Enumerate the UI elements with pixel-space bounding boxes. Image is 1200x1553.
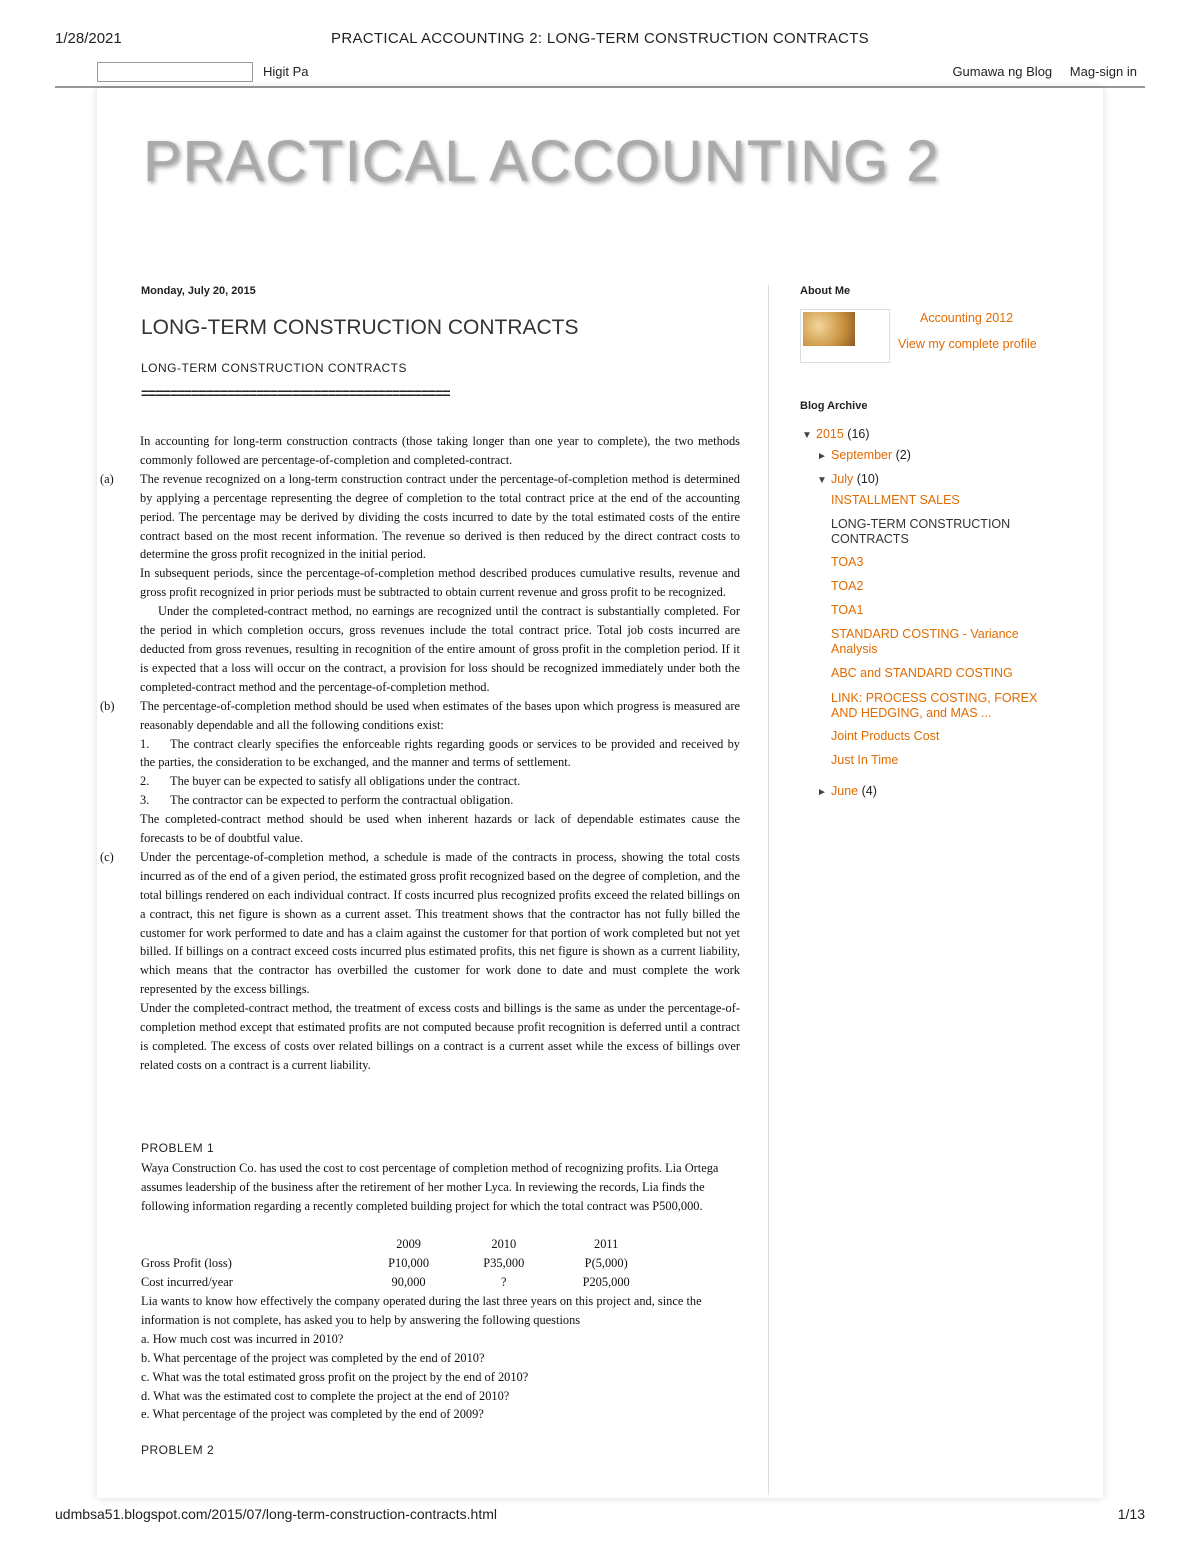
archive-month-june[interactable]: ► June (4) <box>817 784 877 798</box>
blog-title[interactable]: PRACTICAL ACCOUNTING 2 <box>143 129 940 194</box>
section-c <box>100 848 740 1075</box>
profile-name-link[interactable]: Accounting 2012 <box>920 311 1014 325</box>
problem1-heading: PROBLEM 1 <box>141 1141 215 1155</box>
problem1-text2: Lia wants to know how effectively the company operated during the last three years on this project and, since the information is not complete, has asked you to help by answering the following questions a. How much cost was incurred in 2010? b. What percentage of the project was completed by the end of 2010? c. What was the total estimated gross profit on the project by the end of 2010? d. What was the estimated cost to complete the project at the end of 2010? e. What percentage of the project was completed by the end of 2009? <box>141 1292 731 1424</box>
more-link[interactable]: Higit Pa <box>263 64 309 79</box>
archive-post-link[interactable]: TOA1 <box>831 603 864 617</box>
print-date: 1/28/2021 <box>55 30 122 47</box>
problem2-heading: PROBLEM 2 <box>141 1443 215 1457</box>
question: b. What percentage of the project was completed by the end of 2010? <box>141 1350 485 1365</box>
table-row: Gross Profit (loss) P10,000 P35,000 P(5,000) <box>141 1254 661 1273</box>
section-c-text2: Under the completed-contract method, the treatment of excess costs and billings is the same as under the percentage-of-completion method except that estimated profits are not computed because profit recognition is deferred until a contract is completed. The excess of costs over related billings on a contract is a current asset while the excess of billings over related costs on a contract is a current liability. <box>140 1001 740 1072</box>
triangle-right-icon[interactable]: ► <box>817 787 827 798</box>
post-body <box>100 432 740 1075</box>
condition-item: 1. The contract clearly specifies the enforceable rights regarding goods or services to be provided and received by the parties, the consideration to be exchanged, and the manner and terms of settlement. <box>140 736 740 770</box>
question: c. What was the total estimated gross profit on the project by the end of 2010? <box>141 1369 529 1384</box>
archive-post-link[interactable]: LINK: PROCESS COSTING, FOREX AND HEDGING, and MAS ... <box>831 691 1038 720</box>
view-profile-link[interactable]: View my complete profile <box>898 337 1037 351</box>
triangle-down-icon[interactable]: ▼ <box>817 475 827 486</box>
table-row: Cost incurred/year 90,000 ? P205,000 <box>141 1273 661 1292</box>
archive-post-link[interactable]: INSTALLMENT SALES <box>831 493 960 507</box>
archive-post-link[interactable]: LONG-TERM CONSTRUCTION CONTRACTS <box>831 517 1011 546</box>
section-a-text3: Under the completed-contract method, no earnings are recognized until the contract is substantially completed. For the period in which completion occurs, gross revenues include the total contract price. Total job costs incurred are deducted from gross revenues, resulting in recognition of the entire amount of gross profit in the completion period. If it is expected that a loss will occur on the contract, a provision for loss should be recognized immediately under both the completed-contract method and the percentage-of-completion method. <box>140 604 740 694</box>
archive-post-link[interactable]: TOA3 <box>831 555 864 569</box>
problem1-text: Waya Construction Co. has used the cost to cost percentage of completion method of recognizing profits. Lia Ortega assumes leadership of the business after the retirement of her mother Lyca. In reviewing the records, Lia finds the following information regarding a recently completed building project for which the total contract was P500,000. <box>141 1161 719 1213</box>
post-title[interactable]: LONG-TERM CONSTRUCTION CONTRACTS <box>141 316 579 339</box>
year-header: 2009 <box>396 1236 421 1251</box>
section-a <box>100 470 740 697</box>
archive-month-july[interactable]: ▼ July (10) <box>817 472 879 486</box>
search-input[interactable] <box>97 62 253 82</box>
condition-item: 3. The contractor can be expected to perform the contractual obligation. <box>140 793 514 808</box>
archive-post-link[interactable]: Just In Time <box>831 753 899 767</box>
triangle-down-icon[interactable]: ▼ <box>802 430 812 441</box>
archive-post-link[interactable]: Joint Products Cost <box>831 729 940 743</box>
post-rule: =========================================== <box>141 385 450 401</box>
post-date: Monday, July 20, 2015 <box>141 285 256 297</box>
archive-year-2015[interactable]: ▼ 2015 (16) <box>802 427 870 441</box>
year-header: 2011 <box>594 1236 619 1251</box>
post-subtitle: LONG-TERM CONSTRUCTION CONTRACTS <box>141 361 407 375</box>
condition-item: 2. The buyer can be expected to satisfy all obligations under the contract. <box>140 774 521 789</box>
section-b <box>100 697 740 735</box>
sidebar <box>800 285 1060 798</box>
section-b-label: (b) <box>100 698 115 713</box>
archive-month-september[interactable]: ► September (2) <box>817 448 911 462</box>
intro-paragraph: In accounting for long-term construction contracts (those taking longer than one year to complete), the two methods commonly followed are percentage-of-completion and completed-contract. <box>140 434 740 467</box>
archive-post-link[interactable]: ABC and STANDARD COSTING <box>831 666 1013 680</box>
avatar[interactable] <box>803 312 855 346</box>
section-a-text2: In subsequent periods, since the percentage-of-completion method described produces cumulative results, revenue and gross profit recognized in prior periods must be subtracted to obtain current revenue and gross profit to be recognized. <box>140 566 740 600</box>
row-label: Gross Profit (loss) <box>141 1255 232 1270</box>
blogger-navbar <box>55 60 1145 88</box>
print-title: PRACTICAL ACCOUNTING 2: LONG-TERM CONSTRUCTION CONTRACTS <box>331 30 869 47</box>
section-b-text: The percentage-of-completion method should be used when estimates of the bases upon which progress is measured are reasonably dependable and all the following conditions exist: <box>140 698 740 732</box>
year-header: 2010 <box>491 1236 517 1251</box>
question: a. How much cost was incurred in 2010? <box>141 1331 344 1346</box>
problem1-table <box>141 1235 661 1292</box>
section-c-label: (c) <box>100 849 114 864</box>
archive-post-link[interactable]: STANDARD COSTING - Variance Analysis <box>831 627 1019 656</box>
page-number: 1/13 <box>1117 1506 1145 1522</box>
about-heading: About Me <box>800 285 851 297</box>
page-url: udmbsa51.blogspot.com/2015/07/long-term-construction-contracts.html <box>55 1506 497 1522</box>
archive-heading: Blog Archive <box>800 400 868 412</box>
section-a-text1: The revenue recognized on a long-term construction contract under the percentage-of-completion method is determined by applying a percentage representing the degree of completion to the total contract price at the end of the accounting period. The percentage may be derived by dividing the costs incurred to date by the total estimated costs of the entire contract based on the most recent information. The revenue so derived is then reduced by the direct contract costs to determine the gross profit recognized in the initial period. <box>140 471 740 562</box>
question: d. What was the estimated cost to complete the project at the end of 2010? <box>141 1388 510 1403</box>
section-a-label: (a) <box>100 471 114 486</box>
question: e. What percentage of the project was completed by the end of 2009? <box>141 1407 484 1422</box>
section-b-text2: The completed-contract method should be used when inherent hazards or lack of dependable estimates cause the forecasts to be of doubtful value. <box>140 812 740 846</box>
sign-in-link[interactable]: Mag-sign in <box>1069 64 1137 79</box>
print-header <box>55 30 1145 50</box>
table-header-row <box>141 1235 661 1254</box>
archive-post-link[interactable]: TOA2 <box>831 579 864 593</box>
column-divider <box>768 285 769 1495</box>
create-blog-link[interactable]: Gumawa ng Blog <box>952 64 1053 79</box>
row-label: Cost incurred/year <box>141 1274 233 1289</box>
profile-photo[interactable] <box>800 309 890 363</box>
triangle-right-icon[interactable]: ► <box>817 451 827 462</box>
section-c-text1: Under the percentage-of-completion method, a schedule is made of the contracts in process, showing the total costs incurred as of the end of a given period, the estimated gross profit recognized based on the degree of completion, and the total billings rendered on each individual contract. If costs incurred plus recognized profits exceed the related billings on a contract, this net figure is shown as a current asset. This treatment shows that the contractor has not fully billed the customer for work performed to date and has a claim against the customer for that portion of work completed but not yet billed. If billings on a contract exceed costs incurred plus estimated profits, this net figure is shown as a current liability, which means that the contractor has overbilled the customer for work done to date and must complete the work represented by the excess billings. <box>140 849 740 997</box>
